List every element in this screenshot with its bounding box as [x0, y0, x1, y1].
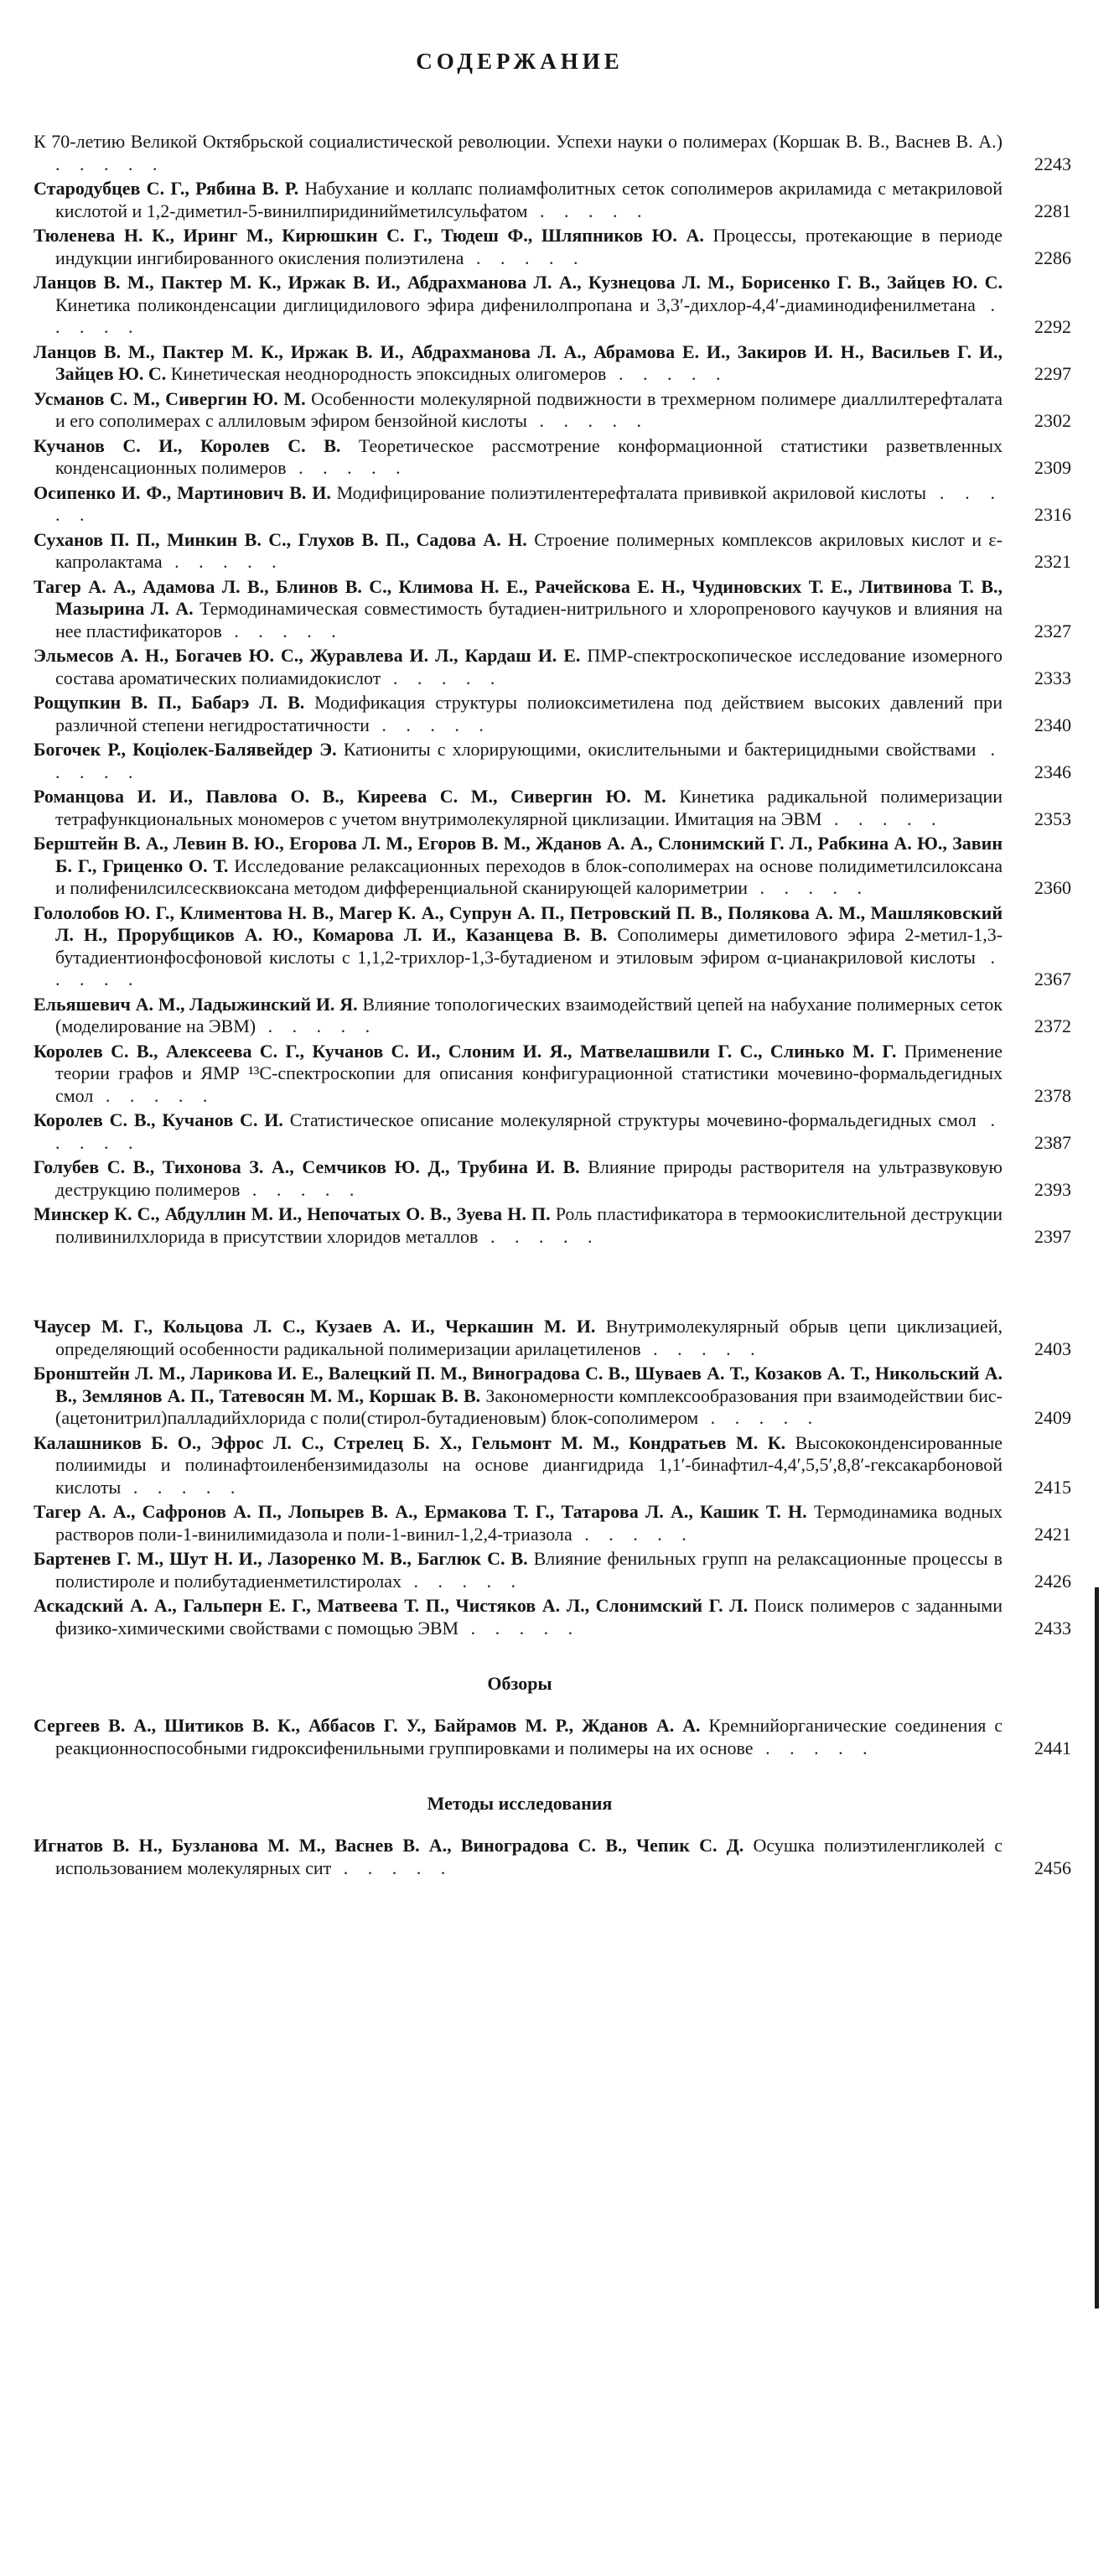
toc-entry: [34, 131, 1071, 175]
toc-entry: [34, 1548, 1071, 1592]
toc-entry: [34, 645, 1071, 689]
entry-page-number: 2340: [1034, 714, 1071, 735]
entry-title: Поиск полимеров с заданными физико-химическими свойствами с помощью ЭВМ: [55, 1595, 1003, 1639]
toc-entry-text: [34, 739, 1006, 783]
leader-dots: . . . . .: [55, 946, 1003, 989]
toc-entry-text: [34, 1363, 1006, 1430]
entry-authors: Богочек Р., Коцiолек-Балявейдер Э.: [34, 739, 337, 760]
toc-entry: [34, 340, 1071, 386]
entry-page-number: 2316: [1034, 504, 1071, 525]
entry-title: Катиониты с хлорирующими, окислительными и бактерицидными свойствами: [343, 739, 977, 760]
toc-entry: [34, 1109, 1071, 1154]
toc-entry-text: [34, 340, 1006, 386]
toc-entry: [34, 786, 1071, 830]
entry-authors: Королев С. В., Алексеева С. Г., Кучанов С. И., Слоним И. Я., Матвелашвили Г. С., Слинько М. Г.: [34, 1040, 897, 1062]
entry-page-number: 2346: [1034, 761, 1071, 782]
entry-page-number: 2409: [1034, 1407, 1071, 1428]
entry-page-number: 2281: [1034, 200, 1071, 221]
entry-title: Осушка полиэтиленгликолей с использованием молекулярных сит: [55, 1835, 1003, 1878]
toc-entry: [34, 1431, 1071, 1499]
toc-entry-text: [34, 178, 1006, 222]
toc-entry: [34, 1501, 1071, 1545]
entry-page-number: 2456: [1034, 1857, 1071, 1878]
entry-title: Кинетика поликонденсации диглицидилового эфира дифенилолпропана и 3,3′-дихлор-4,4′-диаминодифенилметана: [55, 293, 976, 315]
entry-authors: Гололобов Ю. Г., Климентова Н. В., Магер К. А., Супрун А. П., Петровский П. В., Полякова А. М., Машляковский Л. Н., Прорубщиков А. Ю., Комарова Л. И., Казанцева В. В.: [34, 901, 1003, 945]
entry-authors: Тюленева Н. К., Иринг М., Кирюшкин С. Г., Тюдеш Ф., Шляпников Ю. А.: [34, 225, 704, 246]
entry-page-number: 2403: [1034, 1337, 1071, 1359]
toc-entry: [34, 692, 1071, 736]
leader-dots: . . . . .: [369, 714, 491, 735]
entry-page-number: 2353: [1034, 808, 1071, 829]
toc-entry: [34, 1595, 1071, 1639]
toc-entry: [34, 833, 1071, 900]
entry-page-number: 2367: [1034, 969, 1071, 989]
toc-entry: [34, 993, 1071, 1038]
toc-entry-text: [34, 434, 1006, 480]
entry-title: Сополимеры диметилового эфира 2-метил-1,3-бутадиентионфосфоновой кислоты с 1,1,2-трихлор-1,3-бутадиеном и этиловым эфиром α-цианакриловой кислоты: [55, 924, 1003, 968]
entry-title: Кинетическая неоднородность эпоксидных олигомеров: [170, 363, 607, 384]
toc-entry-text: [34, 901, 1006, 991]
entry-page-number: 2393: [1034, 1178, 1071, 1200]
entry-page-number: 2433: [1034, 1617, 1071, 1639]
toc-entry: [34, 1835, 1071, 1879]
toc-entry: [34, 1316, 1071, 1360]
entry-authors: Голубев С. В., Тихонова З. А., Семчиков Ю. Д., Трубина И. В.: [34, 1156, 580, 1177]
toc-list-reviews: [34, 1715, 1071, 1759]
entry-authors: Усманов С. М., Сивергин Ю. М.: [34, 387, 306, 409]
toc-entry: [34, 528, 1071, 574]
leader-dots: . . . . .: [286, 457, 408, 478]
entry-title: Высококонденсированные полиимиды и полинафтоиленбензимидазолы на основе диангидрида 1,1′-бинафтил-4,4′,5,5′,8,8′-гексакарбоновой кислоты: [55, 1431, 1003, 1498]
entry-page-number: 2421: [1034, 1523, 1071, 1545]
leader-dots: . . . . .: [698, 1407, 821, 1428]
leader-dots: . . . . .: [464, 247, 586, 268]
toc-entry: [34, 1203, 1071, 1248]
toc-entry: [34, 225, 1071, 269]
toc-entry: [34, 1363, 1071, 1430]
toc-entry-text: [34, 272, 1006, 339]
toc-entry-text: [34, 575, 1006, 643]
leader-dots: . . . . .: [55, 481, 1003, 525]
toc-entry-text: [34, 528, 1006, 574]
toc-entry-text: [34, 786, 1006, 830]
entry-title: Влияние фенильных групп на релаксационные процессы в полистироле и полибутадиенметилстиролах: [55, 1548, 1003, 1592]
entry-authors: Бронштейн Л. М., Ларикова И. Е., Валецкий П. М., Виноградова С. В., Шуваев А. Т., Козаков А. Т., Никольский А. В., Землянов А. П., Татевосян М. М., Коршак В. В.: [34, 1363, 1003, 1406]
entry-page-number: 2333: [1034, 667, 1071, 688]
toc-entry: [34, 901, 1071, 991]
entry-title: Модифицирование полиэтилентерефталата прививкой акриловой кислоты: [336, 481, 926, 503]
entry-authors: Стародубцев С. Г., Рябина В. Р.: [34, 178, 299, 199]
entry-title: Модификация структуры полиоксиметилена под действием высоких давлений при различной степени негидростатичности: [55, 692, 1003, 735]
entry-authors: Минскер К. С., Абдуллин М. И., Непочатых О. В., Зуева Н. П.: [34, 1203, 551, 1224]
entry-authors: Аскадский А. А., Гальперн Е. Г., Матвеева Т. П., Чистяков А. Л., Слонимский Г. Л.: [34, 1595, 749, 1616]
toc-entry-text: [34, 645, 1006, 689]
entry-authors: Эльмесов А. Н., Богачев Ю. С., Журавлева И. Л., Кардаш И. Е.: [34, 645, 581, 666]
entry-page-number: 2372: [1034, 1015, 1071, 1036]
leader-dots: . . . . .: [240, 1178, 362, 1200]
entry-title: Закономерности комплексообразования при взаимодействии бис-(ацетонитрил)палладийхлорида с поли(стирол-бутадиеновым) блок-сополимером: [55, 1384, 1003, 1428]
leader-dots: . . . . .: [572, 1523, 694, 1545]
toc-entry-text: [34, 1109, 1006, 1154]
toc-entry-text: [34, 481, 1006, 527]
toc-entry: [34, 1715, 1071, 1759]
entry-authors: Кучанов С. И., Королев С. В.: [34, 434, 341, 456]
toc-entry-text: [34, 225, 1006, 269]
entry-title: ПМР-спектроскопическое исследование изомерного состава ароматических полиамидокислот: [55, 645, 1003, 688]
toc-entry: [34, 178, 1071, 222]
entry-title: Набухание и коллапс полиамфолитных сеток сополимеров акриламида с метакриловой кислотой и 1,2-диметил-5-винилпиридинийметилсульфатом: [55, 178, 1003, 221]
toc-entry-text: [34, 692, 1006, 736]
toc-entry: [34, 739, 1071, 783]
toc-entry: [34, 1156, 1071, 1201]
section-heading-reviews: Обзоры: [487, 1673, 552, 1694]
entry-page-number: 2397: [1034, 1225, 1071, 1247]
entry-page-number: 2309: [1034, 457, 1071, 478]
toc-entry-text: [34, 1835, 1006, 1879]
entry-title: Роль пластификатора в термоокислительной деструкции поливинилхлорида в присутствии хлоридов металлов: [55, 1203, 1003, 1247]
leader-dots: . . . . .: [606, 363, 728, 384]
entry-title: Процессы, протекающие в периоде индукции ингибированного окисления полиэтилена: [55, 225, 1003, 268]
toc-entry-text: [34, 1156, 1006, 1201]
toc-page: [34, 0, 1071, 1882]
leader-dots: . . . . .: [162, 551, 284, 572]
entry-title: Термодинамическая совместимость бутадиен-нитрильного и хлоропренового каучуков и влияния на нее пластификаторов: [55, 598, 1003, 641]
toc-entry: [34, 481, 1071, 527]
entry-authors: Ланцов В. М., Пактер М. К., Иржак В. И., Абдрахманова Л. А., Кузнецова Л. М., Борисенко Г. В., Зайцев Ю. С.: [34, 272, 1003, 293]
toc-entry: [34, 575, 1071, 643]
entry-page-number: 2415: [1034, 1476, 1071, 1498]
page-title: СОДЕРЖАНИЕ: [416, 49, 624, 74]
entry-title: Влияние топологических взаимодействий цепей на набухание полимерных сеток (моделирование на ЭВМ): [55, 993, 1003, 1036]
entry-authors: Романцова И. И., Павлова О. В., Киреева С. М., Сивергин Ю. М.: [34, 786, 666, 807]
leader-dots: . . . . .: [381, 667, 503, 688]
entry-page-number: 2441: [1034, 1737, 1071, 1758]
entry-title: Особенности молекулярной подвижности в трехмерном полимере диаллилтерефталата и его сополимерах с аллиловым эфиром бензойной кислоты: [55, 387, 1003, 431]
leader-dots: . . . . .: [526, 410, 649, 431]
entry-authors: Калашников Б. О., Эфрос Л. С., Стрелец Б. Х., Гельмонт М. М., Кондратьев М. К.: [34, 1431, 786, 1453]
toc-entry: [34, 387, 1071, 433]
toc-entry-text: [34, 131, 1006, 175]
leader-dots: . . . . .: [55, 739, 1003, 782]
entry-page-number: 2321: [1034, 551, 1071, 572]
entry-authors: Королев С. В., Кучанов С. И.: [34, 1109, 283, 1130]
entry-page-number: 2327: [1034, 620, 1071, 641]
toc-list-continued: [34, 1316, 1071, 1639]
entry-authors: Рощупкин В. П., Бабарэ Л. В.: [34, 692, 305, 713]
leader-dots: . . . . .: [748, 877, 870, 898]
leader-dots: . . . . .: [55, 293, 1003, 337]
toc-entry-text: [34, 1595, 1006, 1639]
entry-authors: Игнатов В. Н., Бузланова М. М., Васнев В. А., Виноградова С. В., Чепик С. Д.: [34, 1835, 744, 1856]
leader-dots: . . . . .: [121, 1476, 243, 1498]
section-gap: [34, 1250, 1006, 1316]
entry-title: Кремнийорганические соединения с реакционноспособными гидроксифенильными группировками и полимеры на их основе: [55, 1715, 1003, 1758]
entry-authors: Осипенко И. Ф., Мартинович В. И.: [34, 481, 331, 503]
toc-entry-text: [34, 387, 1006, 433]
entry-page-number: 2292: [1034, 316, 1071, 337]
leader-dots: . . . . .: [55, 1109, 1003, 1153]
entry-page-number: 2243: [1034, 153, 1071, 174]
entry-page-number: 2360: [1034, 877, 1071, 898]
entry-title: Внутримолекулярный обрыв цепи циклизацией, определяющий особенности радикальной полимеризации арилацетиленов: [55, 1316, 1003, 1359]
leader-dots: . . . . .: [331, 1857, 453, 1878]
toc-list-methods: [34, 1835, 1071, 1879]
toc-entry-text: [34, 1548, 1006, 1592]
entry-page-number: 2378: [1034, 1084, 1071, 1106]
leader-dots: . . . . .: [93, 1084, 215, 1106]
toc-entry-text: [34, 993, 1006, 1038]
entry-title: Применение теории графов и ЯМР ¹³С-спектроскопии для описания конфигурационной статистики мочевино-формальдегидных смол: [55, 1040, 1003, 1106]
toc-entry-text: [34, 1501, 1006, 1545]
leader-dots: . . . . .: [478, 1225, 600, 1247]
leader-dots: . . . . .: [256, 1015, 378, 1036]
toc-entry-text: [34, 1316, 1006, 1360]
entry-title: Статистическое описание молекулярной структуры мочевино-формальдегидных смол: [289, 1109, 977, 1130]
entry-title: Строение полимерных комплексов акриловых кислот и ε-капролактама: [55, 528, 1003, 572]
entry-authors: Ельяшевич А. М., Ладыжинский И. Я.: [34, 993, 358, 1015]
entry-title: Кинетика радикальной полимеризации тетрафункциональных мономеров с учетом внутримолекулярной циклизации. Имитация на ЭВМ: [55, 786, 1003, 829]
entry-title: К 70-летию Великой Октябрьской социалистической революции. Успехи науки о полимерах (Коршак В. В., Васнев В. А.): [34, 131, 1003, 152]
entry-authors: Тагер А. А., Адамова Л. В., Блинов В. С., Климова Н. Е., Рачейскова Е. Н., Чудиновских Т. Е., Литвинова Т. В., Мазырина Л. А.: [34, 575, 1003, 619]
entry-page-number: 2297: [1034, 363, 1071, 384]
toc-entry: [34, 1040, 1071, 1108]
margin-bar: [1095, 1587, 1099, 2309]
leader-dots: . . . . .: [527, 200, 650, 221]
entry-authors: Берштейн В. А., Левин В. Ю., Егорова Л. М., Егоров В. М., Жданов А. А., Слонимский Г. Л., Рабкина А. Ю., Завин Б. Г., Гриценко О. Т.: [34, 833, 1003, 876]
leader-dots: . . . . .: [459, 1617, 581, 1639]
entry-authors: Тагер А. А., Сафронов А. П., Лопырев В. А., Ермакова Т. Г., Татарова Л. А., Кашик Т. Н.: [34, 1501, 807, 1522]
entry-title: Термодинамика водных растворов поли-1-винилимидазола и поли-1-винил-1,2,4-триазола: [55, 1501, 1003, 1545]
toc-entry: [34, 272, 1071, 339]
toc-entry-text: [34, 1715, 1006, 1759]
entry-authors: Суханов П. П., Минкин В. С., Глухов В. П., Садова А. Н.: [34, 528, 527, 550]
leader-dots: . . . . .: [55, 153, 165, 174]
leader-dots: . . . . .: [640, 1337, 763, 1359]
leader-dots: . . . . .: [753, 1737, 875, 1758]
toc-entry-text: [34, 1040, 1006, 1108]
entry-authors: Чаусер М. Г., Кольцова Л. С., Кузаев А. И., Черкашин М. И.: [34, 1316, 596, 1337]
entry-authors: Бартенев Г. М., Шут Н. И., Лазоренко М. В., Баглюк С. В.: [34, 1548, 528, 1569]
entry-authors: Сергеев В. А., Шитиков В. К., Аббасов Г. У., Байрамов М. Р., Жданов А. А.: [34, 1715, 701, 1736]
entry-title: Влияние природы растворителя на ультразвуковую деструкцию полимеров: [55, 1156, 1003, 1200]
entry-page-number: 2387: [1034, 1131, 1071, 1153]
entry-authors: Ланцов В. М., Пактер М. К., Иржак В. И., Абдрахманова Л. А., Абрамова Е. И., Закиров И. Н., Васильев Г. И., Зайцев Ю. С.: [34, 340, 1003, 384]
leader-dots: . . . . .: [821, 808, 944, 829]
entry-title: Теоретическое рассмотрение конформационной статистики разветвленных конденсационных полимеров: [55, 434, 1003, 478]
entry-page-number: 2286: [1034, 247, 1071, 268]
section-heading-methods: Методы исследования: [427, 1793, 613, 1814]
entry-title: Исследование релаксационных переходов в блок-сополимерах на основе полидиметилсилоксана и полифенилсилсесквиоксана методом дифференциальной сканирующей калориметрии: [55, 854, 1003, 898]
leader-dots: . . . . .: [402, 1570, 524, 1592]
entry-page-number: 2302: [1034, 410, 1071, 431]
toc-list-main: [34, 131, 1071, 1248]
entry-page-number: 2426: [1034, 1570, 1071, 1592]
toc-entry-text: [34, 1203, 1006, 1248]
leader-dots: . . . . .: [221, 620, 344, 641]
toc-entry-text: [34, 833, 1006, 900]
toc-entry-text: [34, 1431, 1006, 1499]
toc-entry: [34, 434, 1071, 480]
